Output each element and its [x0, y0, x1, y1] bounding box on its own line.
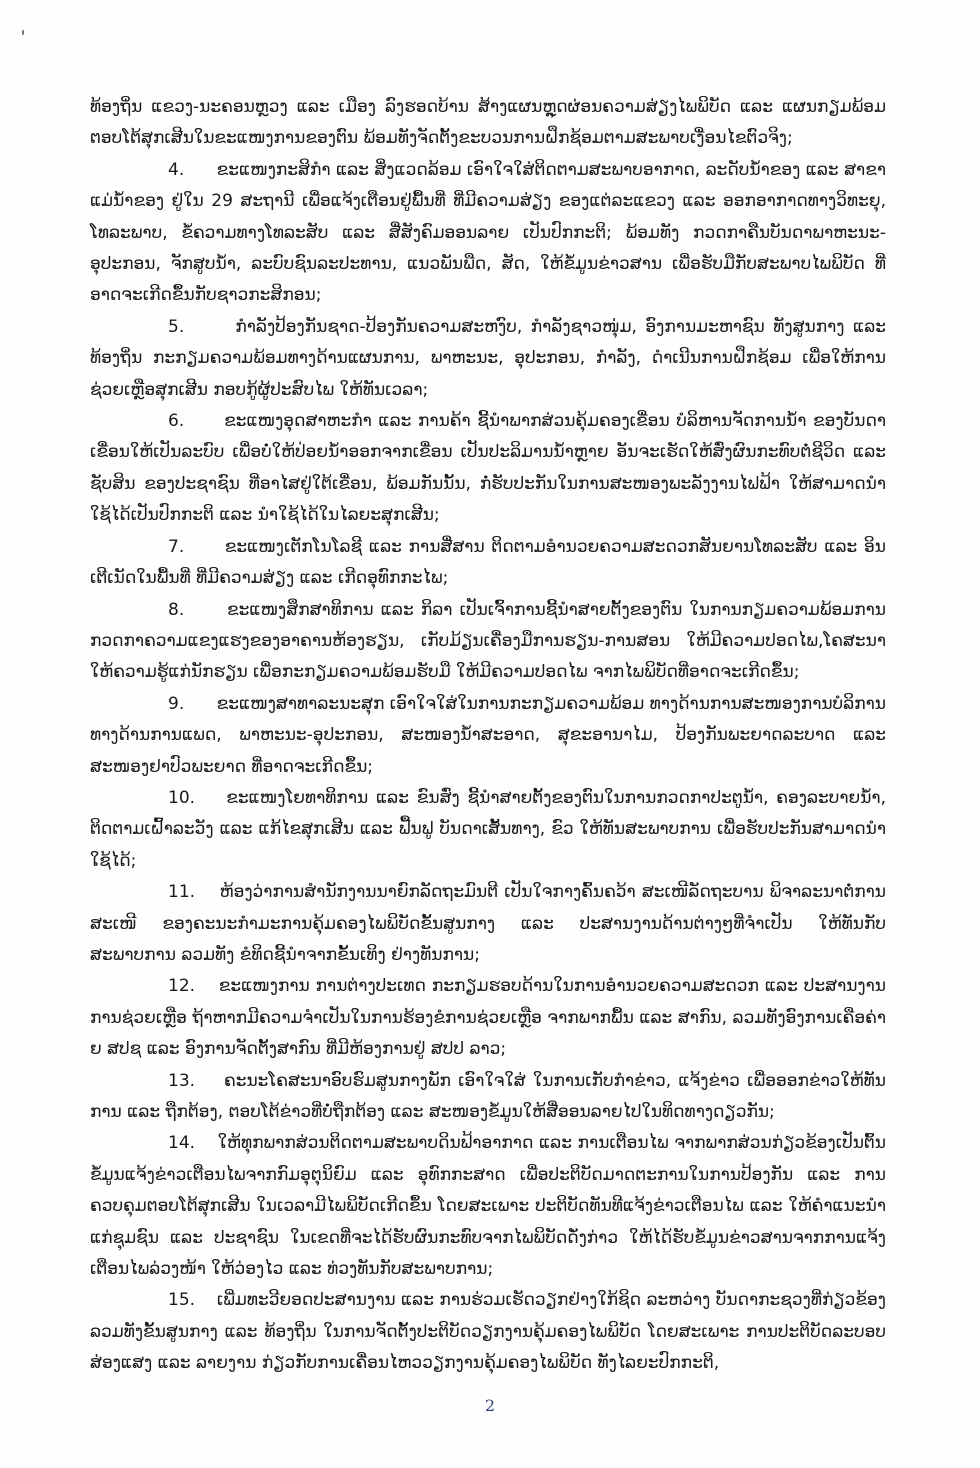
list-item-7	[90, 532, 886, 595]
scan-speck	[22, 30, 24, 35]
item-number: 8.	[168, 599, 185, 620]
item-number: 4.	[168, 159, 185, 180]
list-item-6	[90, 406, 886, 532]
document-body	[90, 92, 886, 1380]
item-number: 6.	[168, 411, 185, 432]
list-item-5	[90, 312, 886, 406]
item-text: ຂະແໜງສາທາລະນະສຸກ ເອົາໃຈໃສ່ໃນການກະກຽມຄວາມພ້ອມ ທາງດ້ານການສະໜອງການບໍລິການທາງດ້ານການແພດ, ພາຫະນະ-ອຸປະກອນ, ສະໜອງນໍ້າສະອາດ, ສຸຂະອານາໄມ, ປ້ອງກັນພະຍາດລະບາດ ແລະ ສະໜອງຢາປົວພະຍາດ ທີ່ອາດຈະເກີດຂຶ້ນ;	[90, 693, 886, 777]
page-number: 2	[484, 1396, 496, 1415]
item-number: 13.	[168, 1070, 196, 1091]
list-item-9	[90, 689, 886, 783]
list-item-14	[90, 1128, 886, 1285]
item-text: ເພີ່ມທະວີຍອດປະສານງານ ແລະ ການຮ່ວມເຮັດວຽກຢ່າງໃກ້ຊິດ ລະຫວ່າງ ບັນດາກະຊວງທີ່ກ່ຽວຂ້ອງ ລວມທັງຂັ້ນສູນກາງ ແລະ ທ້ອງຖິ່ນ ໃນການຈັດຕັ້ງປະຕິບັດວຽກງານຄຸ້ມຄອງໄພພິບັດ ໂດຍສະເພາະ ການປະຕິບັດລະບອບສ່ອງແສງ ແລະ ລາຍງານ ກ່ຽວກັບການເຄື່ອນໄຫວວຽກງານຄຸ້ມຄອງໄພພິບັດ ທັງໄລຍະປົກກະຕິ,	[90, 1290, 886, 1374]
item-text: ກໍາລັງປ້ອງກັນຊາດ-ປ້ອງກັນຄວາມສະຫງົບ, ກໍາລັງຊາວໜຸ່ມ, ອົງການມະຫາຊົນ ທັງສູນກາງ ແລະ ທ້ອງຖິ່ນ ກະກຽມຄວາມພ້ອມທາງດ້ານແຜນການ, ພາຫະນະ, ອຸປະກອນ, ກໍາລັງ, ດໍາເນີນການຝຶກຊ້ອມ ເພື່ອໃຫ້ການຊ່ວຍເຫຼືອສຸກເສີນ ກອບກູ້ຜູ້ປະສົບໄພ ໃຫ້ທັນເວລາ;	[90, 316, 886, 400]
item-text: ຫ້ອງວ່າການສໍານັກງານນາຍົກລັດຖະມົນຕີ ເປັນໃຈກາງຄົ້ນຄວ້າ ສະເໜີລັດຖະບານ ພິຈາລະນາຕໍ່ການສະເໜີ ຂອງຄະນະກໍາມະການຄຸ້ມຄອງໄພພິບັດຂັ້ນສູນກາງ ແລະ ປະສານງານດ້ານຕ່າງໆທີ່ຈໍາເປັນ ໃຫ້ທັນກັບສະພາບການ ລວມທັງ ຂໍທິດຊີ້ນໍາຈາກຂັ້ນເທິງ ຢ່າງທັນການ;	[90, 882, 886, 965]
list-item-12	[90, 971, 886, 1065]
opening-paragraph: ທ້ອງຖິ່ນ ແຂວງ-ນະຄອນຫຼວງ ແລະ ເມືອງ ລົງຮອດບ້ານ ສ້າງແຜນຫຼຸດຜ່ອນຄວາມສ່ຽງໄພພິບັດ ແລະ ແຜນກຽມພ້ອມຕອບໂຕ້ສຸກເສີນໃນຂະແໜງການຂອງຕົນ ພ້ອມທັງຈັດຕັ້ງຂະບວນການຝຶກຊ້ອມຕາມສະພາບເງື່ອນໄຂຕົວຈິງ;	[90, 97, 886, 149]
item-text: ຂະແໜງໂຍທາທິການ ແລະ ຂົນສົ່ງ ຊີ້ນໍາສາຍຕັ້ງຂອງຕົນໃນການກວດກາປະຕູນໍ້າ, ຄອງລະບາຍນໍ້າ, ຕິດຕາມເຝົ້າລະວັງ ແລະ ແກ້ໄຂສຸກເສີນ ແລະ ຟື້ນຟູ ບັນດາເສັ້ນທາງ, ຂົວ ໃຫ້ທັນສະພາບການ ເພື່ອຮັບປະກັນສາມາດນໍາໃຊ້ໄດ້;	[90, 787, 886, 871]
item-number: 15.	[168, 1290, 196, 1311]
list-item-4	[90, 155, 886, 312]
list-item-8	[90, 595, 886, 689]
list-item-13	[90, 1066, 886, 1129]
list-item-11	[90, 877, 886, 971]
item-text: ຂະແໜງກະສິກໍາ ແລະ ສິ່ງແວດລ້ອມ ເອົາໃຈໃສ່ຕິດຕາມສະພາບອາກາດ, ລະດັບນໍ້າຂອງ ແລະ ສາຂາແມ່ນໍ້າຂອງ ຢູ່ໃນ 29 ສະຖານີ ເພື່ອແຈ້ງເຕືອນຢູ່ພື້ນທີ່ ທີ່ມີຄວາມສ່ຽງ ຂອງແຕ່ລະແຂວງ ແລະ ອອກອາກາດທາງວິທະຍຸ, ໂທລະພາບ, ຂໍ້ຄວາມທາງໂທລະສັບ ແລະ ສື່ສັງຄົມອອນລາຍ ເປັນປົກກະຕິ; ພ້ອມທັງ ກວດກາຄືນບັນດາພາຫະນະ-ອຸປະກອນ, ຈັກສູບນໍ້າ, ລະບົບຊົນລະປະທານ, ແນວພັນພືດ, ສັດ, ໃຫ້ຂໍ້ມູນຂ່າວສານ ເພື່ອຮັບມືກັບສະພາບໄພພິບັດ ທີ່ອາດຈະເກີດຂຶ້ນກັບຊາວກະສິກອນ;	[90, 159, 886, 306]
item-text: ຂະແໜງອຸດສາຫະກໍາ ແລະ ການຄ້າ ຊີ້ນໍາພາກສ່ວນຄຸ້ມຄອງເຂື່ອນ ບໍລິຫານຈັດການນໍ້າ ຂອງບັນດາເຂື່ອນໃຫ້ເປັນລະບົບ ເພື່ອບໍ່ໃຫ້ປ່ອຍນໍ້າອອກຈາກເຂື່ອນ ເປັນປະລິມານນໍ້າຫຼາຍ ອັນຈະເຮັດໃຫ້ສົ່ງຜົນກະທົບຕໍ່ຊີວິດ ແລະ ຊັບສິນ ຂອງປະຊາຊົນ ທີ່ອາໄສຢູ່ໃຕ້ເຂື່ອນ, ພ້ອມກັນນັ້ນ, ກໍ່ຮັບປະກັນໃນການສະໜອງພະລັງງານໄຟຟ້າ ໃຫ້ສາມາດນໍາໃຊ້ໄດ້ເປັນປົກກະຕິ ແລະ ນໍາໃຊ້ໄດ້ໃນໄລຍະສຸກເສີນ;	[90, 411, 886, 526]
item-number: 9.	[168, 693, 185, 714]
item-text: ຄະນະໂຄສະນາອົບຮົມສູນກາງພັກ ເອົາໃຈໃສ່ ໃນການເກັບກໍາຂ່າວ, ແຈ້ງຂ່າວ ເພື່ອອອກຂ່າວໃຫ້ທັນການ ແລະ ຖືກຕ້ອງ, ຕອບໂຕ້ຂ່າວທີ່ບໍ່ຖືກຕ້ອງ ແລະ ສະໜອງຂໍ້ມູນໃຫ້ສື່ອອນລາຍໄປໃນທິດທາງດຽວກັນ;	[90, 1070, 886, 1122]
item-text: ຂະແໜງການ ການຕ່າງປະເທດ ກະກຽມຮອບດ້ານໃນການອໍານວຍຄວາມສະດວກ ແລະ ປະສານງານການຊ່ວຍເຫຼືອ ຖ້າຫາກມີຄວາມຈໍາເປັນໃນການຮ້ອງຂໍການຊ່ວຍເຫຼືອ ຈາກພາກພື້ນ ແລະ ສາກົນ, ລວມທັງອົງການເຄືອຄ່າຍ ສປຊ ແລະ ອົງການຈັດຕັ້ງສາກົນ ທີ່ມີຫ້ອງການຢູ່ ສປປ ລາວ;	[90, 976, 886, 1060]
item-number: 11.	[168, 882, 196, 903]
list-item-10	[90, 783, 886, 877]
item-number: 12.	[168, 976, 196, 997]
item-number: 7.	[168, 536, 185, 557]
item-number: 5.	[168, 316, 185, 337]
list-item-15	[90, 1285, 886, 1379]
item-text: ຂະແໜງສຶກສາທິການ ແລະ ກິລາ ເປັນເຈົ້າການຊີ້ນໍາສາຍຕັ້ງຂອງຕົນ ໃນການກຽມຄວາມພ້ອມການກວດກາຄວາມແຂງແຮງຂອງອາຄານຫ້ອງຮຽນ, ເກັບມ້ຽນເຄື່ອງມືການຮຽນ-ການສອນ ໃຫ້ມີຄວາມປອດໄພ,ໂຄສະນາ ໃຫ້ຄວາມຮູ້ແກ່ນັກຮຽນ ເພື່ອກະກຽມຄວາມພ້ອມຮັບມື ໃຫ້ມີຄວາມປອດໄພ ຈາກໄພພິບັດທີ່ອາດຈະເກີດຂຶ້ນ;	[90, 599, 886, 683]
item-number: 14.	[168, 1133, 196, 1154]
item-text: ໃຫ້ທຸກພາກສ່ວນຕິດຕາມສະພາບດິນຟ້າອາກາດ ແລະ ການເຕືອນໄພ ຈາກພາກສ່ວນກ່ຽວຂ້ອງເປັນຕົ້ນ ຂໍ້ມູນແຈ້ງຂ່າວເຕືອນໄພຈາກກົມອຸຕຸນິຍົມ ແລະ ອຸທົກກະສາດ ເພື່ອປະຕິບັດມາດຕະການໃນການປ້ອງກັນ ແລະ ການຄວບຄຸມຕອບໂຕ້ສຸກເສີນ ໃນເວລາມີໄພພິບັດເກີດຂຶ້ນ ໂດຍສະເພາະ ປະຕິບັດທັນທີແຈ້ງຂ່າວເຕືອນໄພ ແລະ ໃຫ້ຄໍາແນະນໍາແກ່ຊຸມຊົນ ແລະ ປະຊາຊົນ ໃນເຂດທີ່ຈະໄດ້ຮັບຜົນກະທົບຈາກໄພພິບັດດັ່ງກ່າວ ໃຫ້ໄດ້ຮັບຂໍ້ມູນຂ່າວສານຈາກການແຈ້ງເຕືອນໄພລ່ວງໜ້າ ໃຫ້ວ່ອງໄວ ແລະ ທ່ວງທັນກັບສະພາບການ;	[90, 1133, 886, 1280]
item-text: ຂະແໜງເຕັກໂນໂລຊີ ແລະ ການສື່ສານ ຕິດຕາມອໍານວຍຄວາມສະດວກສັນຍານໂທລະສັບ ແລະ ອິນເຕີເນັດໃນພື້ນທີ່ ທີ່ມີຄວາມສ່ຽງ ແລະ ເກີດອຸທົກກະໄພ;	[90, 536, 886, 589]
item-number: 10.	[168, 787, 196, 808]
